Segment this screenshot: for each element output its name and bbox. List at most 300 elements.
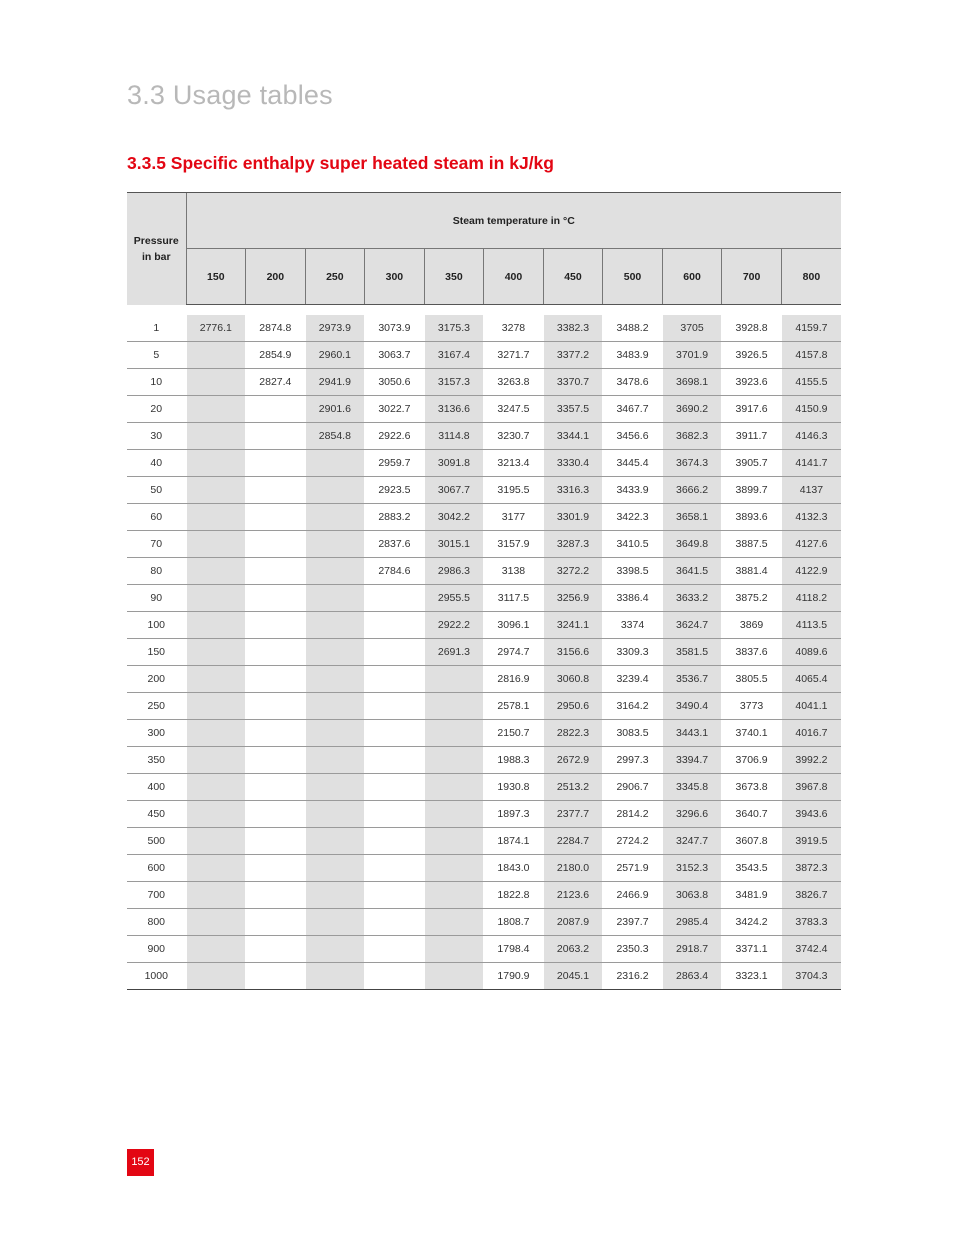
- enthalpy-cell: 2784.6: [365, 558, 425, 585]
- enthalpy-cell: 3398.5: [603, 558, 663, 585]
- enthalpy-cell: 2827.4: [246, 369, 306, 396]
- table-row: [127, 909, 841, 936]
- enthalpy-cell: 3067.7: [424, 477, 484, 504]
- enthalpy-cell: [186, 747, 246, 774]
- pressure-cell: 50: [127, 477, 186, 504]
- enthalpy-cell: [424, 936, 484, 963]
- pressure-cell: 30: [127, 423, 186, 450]
- enthalpy-cell: [246, 504, 306, 531]
- enthalpy-cell: 3467.7: [603, 396, 663, 423]
- table-body: [127, 305, 841, 990]
- enthalpy-cell: [246, 774, 306, 801]
- enthalpy-cell: 3673.8: [722, 774, 782, 801]
- table-row: [127, 396, 841, 423]
- enthalpy-cell: 2284.7: [543, 828, 603, 855]
- enthalpy-cell: 3911.7: [722, 423, 782, 450]
- enthalpy-cell: [365, 585, 425, 612]
- enthalpy-cell: 4150.9: [781, 396, 841, 423]
- enthalpy-cell: 2837.6: [365, 531, 425, 558]
- pressure-cell: 200: [127, 666, 186, 693]
- enthalpy-cell: 3371.1: [722, 936, 782, 963]
- enthalpy-cell: 4155.5: [781, 369, 841, 396]
- enthalpy-cell: 2955.5: [424, 585, 484, 612]
- page-number: 152: [127, 1149, 154, 1176]
- enthalpy-cell: 3456.6: [603, 423, 663, 450]
- enthalpy-cell: 2922.6: [365, 423, 425, 450]
- enthalpy-cell: [186, 882, 246, 909]
- enthalpy-cell: 3344.1: [543, 423, 603, 450]
- enthalpy-cell: 2045.1: [543, 963, 603, 990]
- enthalpy-cell: 4118.2: [781, 585, 841, 612]
- enthalpy-cell: 1988.3: [484, 747, 544, 774]
- enthalpy-cell: 3641.5: [662, 558, 722, 585]
- enthalpy-cell: [186, 720, 246, 747]
- enthalpy-cell: 3926.5: [722, 342, 782, 369]
- pressure-unit-label: in bar: [141, 250, 171, 263]
- enthalpy-cell: 2724.2: [603, 828, 663, 855]
- enthalpy-cell: [365, 801, 425, 828]
- enthalpy-cell: [424, 720, 484, 747]
- enthalpy-cell: 1822.8: [484, 882, 544, 909]
- table-row: [127, 477, 841, 504]
- enthalpy-cell: 3674.3: [662, 450, 722, 477]
- enthalpy-cell: 3443.1: [662, 720, 722, 747]
- enthalpy-cell: 3740.1: [722, 720, 782, 747]
- enthalpy-cell: [305, 720, 365, 747]
- enthalpy-cell: 2974.7: [484, 639, 544, 666]
- enthalpy-cell: [186, 801, 246, 828]
- enthalpy-cell: [186, 612, 246, 639]
- enthalpy-cell: [186, 558, 246, 585]
- enthalpy-cell: 3410.5: [603, 531, 663, 558]
- enthalpy-cell: 3138: [484, 558, 544, 585]
- table-row: [127, 963, 841, 990]
- pressure-cell: 60: [127, 504, 186, 531]
- enthalpy-cell: [305, 855, 365, 882]
- pressure-cell: 350: [127, 747, 186, 774]
- enthalpy-cell: 2087.9: [543, 909, 603, 936]
- enthalpy-cell: [246, 855, 306, 882]
- temperature-header-cell: 800: [781, 249, 841, 305]
- enthalpy-cell: [424, 855, 484, 882]
- enthalpy-cell: 3330.4: [543, 450, 603, 477]
- enthalpy-cell: 3091.8: [424, 450, 484, 477]
- enthalpy-cell: [186, 477, 246, 504]
- enthalpy-cell: [246, 720, 306, 747]
- enthalpy-cell: 3241.1: [543, 612, 603, 639]
- table-row: [127, 747, 841, 774]
- enthalpy-cell: [246, 585, 306, 612]
- enthalpy-cell: [186, 909, 246, 936]
- enthalpy-cell: [365, 639, 425, 666]
- pressure-cell: 100: [127, 612, 186, 639]
- enthalpy-cell: 3943.6: [781, 801, 841, 828]
- enthalpy-cell: 2466.9: [603, 882, 663, 909]
- enthalpy-cell: 3483.9: [603, 342, 663, 369]
- enthalpy-cell: 3536.7: [662, 666, 722, 693]
- enthalpy-cell: 2941.9: [305, 369, 365, 396]
- enthalpy-cell: 3157.3: [424, 369, 484, 396]
- enthalpy-cell: 3633.2: [662, 585, 722, 612]
- pressure-cell: 300: [127, 720, 186, 747]
- enthalpy-cell: 2377.7: [543, 801, 603, 828]
- enthalpy-cell: [365, 774, 425, 801]
- enthalpy-cell: 2973.9: [305, 315, 365, 342]
- enthalpy-cell: 3543.5: [722, 855, 782, 882]
- enthalpy-cell: 3690.2: [662, 396, 722, 423]
- enthalpy-cell: 2883.2: [365, 504, 425, 531]
- enthalpy-cell: 3096.1: [484, 612, 544, 639]
- enthalpy-cell: 2123.6: [543, 882, 603, 909]
- enthalpy-cell: [246, 396, 306, 423]
- enthalpy-cell: [186, 828, 246, 855]
- enthalpy-cell: [424, 801, 484, 828]
- enthalpy-cell: 2906.7: [603, 774, 663, 801]
- enthalpy-cell: [186, 450, 246, 477]
- enthalpy-cell: 2950.6: [543, 693, 603, 720]
- enthalpy-cell: [305, 801, 365, 828]
- pressure-cell: 40: [127, 450, 186, 477]
- enthalpy-cell: [246, 666, 306, 693]
- pressure-cell: 150: [127, 639, 186, 666]
- enthalpy-cell: [305, 531, 365, 558]
- enthalpy-cell: [246, 450, 306, 477]
- enthalpy-cell: 3607.8: [722, 828, 782, 855]
- enthalpy-cell: 3967.8: [781, 774, 841, 801]
- enthalpy-cell: 3881.4: [722, 558, 782, 585]
- enthalpy-cell: 3377.2: [543, 342, 603, 369]
- enthalpy-cell: [365, 855, 425, 882]
- pressure-cell: 450: [127, 801, 186, 828]
- enthalpy-cell: 3083.5: [603, 720, 663, 747]
- enthalpy-cell: 2923.5: [365, 477, 425, 504]
- enthalpy-cell: 2150.7: [484, 720, 544, 747]
- enthalpy-cell: [305, 747, 365, 774]
- enthalpy-cell: 3386.4: [603, 585, 663, 612]
- table-row: [127, 558, 841, 585]
- table-row: [127, 828, 841, 855]
- enthalpy-cell: 1798.4: [484, 936, 544, 963]
- pressure-cell: 800: [127, 909, 186, 936]
- enthalpy-cell: 4141.7: [781, 450, 841, 477]
- table-row: [127, 369, 841, 396]
- enthalpy-cell: 3394.7: [662, 747, 722, 774]
- enthalpy-cell: [186, 963, 246, 990]
- enthalpy-cell: 2816.9: [484, 666, 544, 693]
- enthalpy-cell: [365, 963, 425, 990]
- enthalpy-cell: 3177: [484, 504, 544, 531]
- enthalpy-cell: 3357.5: [543, 396, 603, 423]
- enthalpy-cell: 3301.9: [543, 504, 603, 531]
- enthalpy-cell: 2918.7: [662, 936, 722, 963]
- section-title: 3.3 Usage tables: [127, 80, 333, 110]
- enthalpy-cell: 2985.4: [662, 909, 722, 936]
- enthalpy-cell: 2350.3: [603, 936, 663, 963]
- enthalpy-cell: [365, 909, 425, 936]
- enthalpy-cell: 3624.7: [662, 612, 722, 639]
- enthalpy-cell: 3742.4: [781, 936, 841, 963]
- enthalpy-cell: 3042.2: [424, 504, 484, 531]
- enthalpy-cell: 1808.7: [484, 909, 544, 936]
- enthalpy-cell: [246, 828, 306, 855]
- enthalpy-cell: [246, 747, 306, 774]
- enthalpy-cell: 3445.4: [603, 450, 663, 477]
- enthalpy-cell: [186, 396, 246, 423]
- pressure-cell: 10: [127, 369, 186, 396]
- enthalpy-cell: [186, 936, 246, 963]
- enthalpy-cell: 3682.3: [662, 423, 722, 450]
- enthalpy-cell: 4157.8: [781, 342, 841, 369]
- spacer-cell: [127, 305, 841, 316]
- enthalpy-cell: [365, 882, 425, 909]
- enthalpy-cell: 2901.6: [305, 396, 365, 423]
- enthalpy-cell: 3247.7: [662, 828, 722, 855]
- enthalpy-cell: [246, 909, 306, 936]
- pressure-cell: 90: [127, 585, 186, 612]
- enthalpy-cell: 3195.5: [484, 477, 544, 504]
- enthalpy-cell: 1897.3: [484, 801, 544, 828]
- temperature-header-cell: 400: [484, 249, 544, 305]
- enthalpy-cell: [305, 585, 365, 612]
- pressure-cell: 250: [127, 693, 186, 720]
- enthalpy-cell: 3488.2: [603, 315, 663, 342]
- enthalpy-cell: 3374: [603, 612, 663, 639]
- enthalpy-cell: [246, 612, 306, 639]
- enthalpy-cell: [186, 855, 246, 882]
- enthalpy-cell: 2922.2: [424, 612, 484, 639]
- pressure-column-header: [127, 193, 186, 305]
- enthalpy-cell: 4127.6: [781, 531, 841, 558]
- enthalpy-cell: 3893.6: [722, 504, 782, 531]
- enthalpy-cell: 3015.1: [424, 531, 484, 558]
- enthalpy-cell: 4041.1: [781, 693, 841, 720]
- enthalpy-cell: [246, 531, 306, 558]
- enthalpy-cell: 3887.5: [722, 531, 782, 558]
- enthalpy-cell: 3213.4: [484, 450, 544, 477]
- enthalpy-cell: 3256.9: [543, 585, 603, 612]
- enthalpy-cell: 3063.7: [365, 342, 425, 369]
- enthalpy-cell: 3919.5: [781, 828, 841, 855]
- enthalpy-cell: [365, 720, 425, 747]
- enthalpy-cell: 4113.5: [781, 612, 841, 639]
- pressure-cell: 1000: [127, 963, 186, 990]
- enthalpy-cell: 3837.6: [722, 639, 782, 666]
- enthalpy-cell: 3164.2: [603, 693, 663, 720]
- enthalpy-cell: [424, 963, 484, 990]
- pressure-cell: 900: [127, 936, 186, 963]
- enthalpy-cell: 3783.3: [781, 909, 841, 936]
- enthalpy-cell: 3152.3: [662, 855, 722, 882]
- enthalpy-cell: 2960.1: [305, 342, 365, 369]
- pressure-cell: 700: [127, 882, 186, 909]
- enthalpy-cell: [246, 963, 306, 990]
- enthalpy-cell: [365, 747, 425, 774]
- enthalpy-cell: 4132.3: [781, 504, 841, 531]
- enthalpy-cell: 3263.8: [484, 369, 544, 396]
- enthalpy-cell: 3698.1: [662, 369, 722, 396]
- enthalpy-cell: 3899.7: [722, 477, 782, 504]
- enthalpy-cell: 3060.8: [543, 666, 603, 693]
- enthalpy-cell: 1930.8: [484, 774, 544, 801]
- enthalpy-cell: 3923.6: [722, 369, 782, 396]
- enthalpy-cell: [305, 828, 365, 855]
- enthalpy-cell: 2316.2: [603, 963, 663, 990]
- enthalpy-cell: [186, 585, 246, 612]
- enthalpy-cell: [246, 477, 306, 504]
- enthalpy-cell: [246, 558, 306, 585]
- enthalpy-cell: [186, 423, 246, 450]
- enthalpy-cell: 2854.9: [246, 342, 306, 369]
- enthalpy-cell: 4122.9: [781, 558, 841, 585]
- enthalpy-cell: 3826.7: [781, 882, 841, 909]
- enthalpy-cell: 2672.9: [543, 747, 603, 774]
- table-row: [127, 585, 841, 612]
- enthalpy-cell: 3309.3: [603, 639, 663, 666]
- enthalpy-cell: 3872.3: [781, 855, 841, 882]
- enthalpy-cell: 3272.2: [543, 558, 603, 585]
- temperature-group-header: Steam temperature in °C: [186, 193, 841, 249]
- enthalpy-cell: [424, 882, 484, 909]
- enthalpy-cell: [424, 909, 484, 936]
- enthalpy-cell: [305, 693, 365, 720]
- enthalpy-cell: [246, 882, 306, 909]
- enthalpy-cell: [186, 342, 246, 369]
- enthalpy-cell: 3156.6: [543, 639, 603, 666]
- enthalpy-cell: [186, 369, 246, 396]
- pressure-cell: 1: [127, 315, 186, 342]
- enthalpy-cell: [186, 693, 246, 720]
- enthalpy-cell: [305, 558, 365, 585]
- enthalpy-cell: 3157.9: [484, 531, 544, 558]
- enthalpy-cell: 3992.2: [781, 747, 841, 774]
- enthalpy-cell: 3247.5: [484, 396, 544, 423]
- enthalpy-cell: [424, 693, 484, 720]
- enthalpy-cell: [365, 666, 425, 693]
- enthalpy-cell: [186, 666, 246, 693]
- enthalpy-cell: 3050.6: [365, 369, 425, 396]
- enthalpy-cell: 3704.3: [781, 963, 841, 990]
- enthalpy-cell: 2997.3: [603, 747, 663, 774]
- enthalpy-cell: [365, 828, 425, 855]
- enthalpy-cell: 3928.8: [722, 315, 782, 342]
- enthalpy-cell: 2986.3: [424, 558, 484, 585]
- temperature-header-cell: 500: [603, 249, 663, 305]
- enthalpy-cell: 3422.3: [603, 504, 663, 531]
- enthalpy-cell: 3278: [484, 315, 544, 342]
- enthalpy-cell: 3316.3: [543, 477, 603, 504]
- enthalpy-cell: 3640.7: [722, 801, 782, 828]
- enthalpy-cell: [424, 666, 484, 693]
- enthalpy-table: [127, 192, 841, 990]
- enthalpy-cell: [365, 693, 425, 720]
- enthalpy-cell: 3905.7: [722, 450, 782, 477]
- enthalpy-cell: 1790.9: [484, 963, 544, 990]
- enthalpy-cell: 3805.5: [722, 666, 782, 693]
- enthalpy-cell: [305, 963, 365, 990]
- temperature-header-cell: 350: [424, 249, 484, 305]
- pressure-cell: 400: [127, 774, 186, 801]
- enthalpy-cell: 2397.7: [603, 909, 663, 936]
- enthalpy-cell: 3433.9: [603, 477, 663, 504]
- enthalpy-cell: 3705: [662, 315, 722, 342]
- enthalpy-cell: 2874.8: [246, 315, 306, 342]
- enthalpy-cell: 3773: [722, 693, 782, 720]
- temperature-header-cell: 300: [365, 249, 425, 305]
- table-row: [127, 612, 841, 639]
- enthalpy-cell: 4159.7: [781, 315, 841, 342]
- enthalpy-cell: 3296.6: [662, 801, 722, 828]
- temperature-header-row: [127, 249, 841, 305]
- enthalpy-cell: 3175.3: [424, 315, 484, 342]
- enthalpy-cell: 4089.6: [781, 639, 841, 666]
- temperature-header-cell: 150: [186, 249, 246, 305]
- enthalpy-cell: [305, 909, 365, 936]
- temperature-header-cell: 200: [246, 249, 306, 305]
- enthalpy-cell: 2854.8: [305, 423, 365, 450]
- table-row: [127, 720, 841, 747]
- enthalpy-cell: 2691.3: [424, 639, 484, 666]
- enthalpy-cell: 2959.7: [365, 450, 425, 477]
- pressure-cell: 500: [127, 828, 186, 855]
- table-row: [127, 450, 841, 477]
- enthalpy-cell: 3022.7: [365, 396, 425, 423]
- enthalpy-cell: [305, 450, 365, 477]
- enthalpy-cell: 4065.4: [781, 666, 841, 693]
- enthalpy-cell: [365, 612, 425, 639]
- temperature-header-cell: 600: [662, 249, 722, 305]
- enthalpy-cell: [186, 639, 246, 666]
- enthalpy-cell: 3706.9: [722, 747, 782, 774]
- enthalpy-cell: 4016.7: [781, 720, 841, 747]
- enthalpy-cell: 2571.9: [603, 855, 663, 882]
- enthalpy-cell: 3424.2: [722, 909, 782, 936]
- temperature-header-cell: 250: [305, 249, 365, 305]
- enthalpy-cell: 1843.0: [484, 855, 544, 882]
- table-row: [127, 639, 841, 666]
- enthalpy-cell: 4137: [781, 477, 841, 504]
- enthalpy-cell: 2822.3: [543, 720, 603, 747]
- enthalpy-cell: [305, 612, 365, 639]
- enthalpy-cell: 3869: [722, 612, 782, 639]
- pressure-cell: 20: [127, 396, 186, 423]
- pressure-header-label: Pressure: [133, 234, 179, 247]
- enthalpy-cell: 3230.7: [484, 423, 544, 450]
- enthalpy-cell: 2578.1: [484, 693, 544, 720]
- enthalpy-cell: [305, 666, 365, 693]
- enthalpy-cell: 3666.2: [662, 477, 722, 504]
- enthalpy-cell: 2063.2: [543, 936, 603, 963]
- table-row: [127, 855, 841, 882]
- table-row: [127, 423, 841, 450]
- table-spacer: [127, 305, 841, 316]
- enthalpy-cell: [186, 504, 246, 531]
- enthalpy-cell: [246, 423, 306, 450]
- enthalpy-cell: [246, 693, 306, 720]
- enthalpy-cell: 2513.2: [543, 774, 603, 801]
- enthalpy-cell: 3370.7: [543, 369, 603, 396]
- pressure-cell: 70: [127, 531, 186, 558]
- pressure-cell: 80: [127, 558, 186, 585]
- enthalpy-cell: 3382.3: [543, 315, 603, 342]
- enthalpy-cell: [305, 477, 365, 504]
- enthalpy-cell: 2863.4: [662, 963, 722, 990]
- enthalpy-cell: [305, 639, 365, 666]
- enthalpy-cell: 2814.2: [603, 801, 663, 828]
- enthalpy-cell: 3117.5: [484, 585, 544, 612]
- enthalpy-cell: [305, 504, 365, 531]
- enthalpy-cell: 3287.3: [543, 531, 603, 558]
- enthalpy-cell: [305, 774, 365, 801]
